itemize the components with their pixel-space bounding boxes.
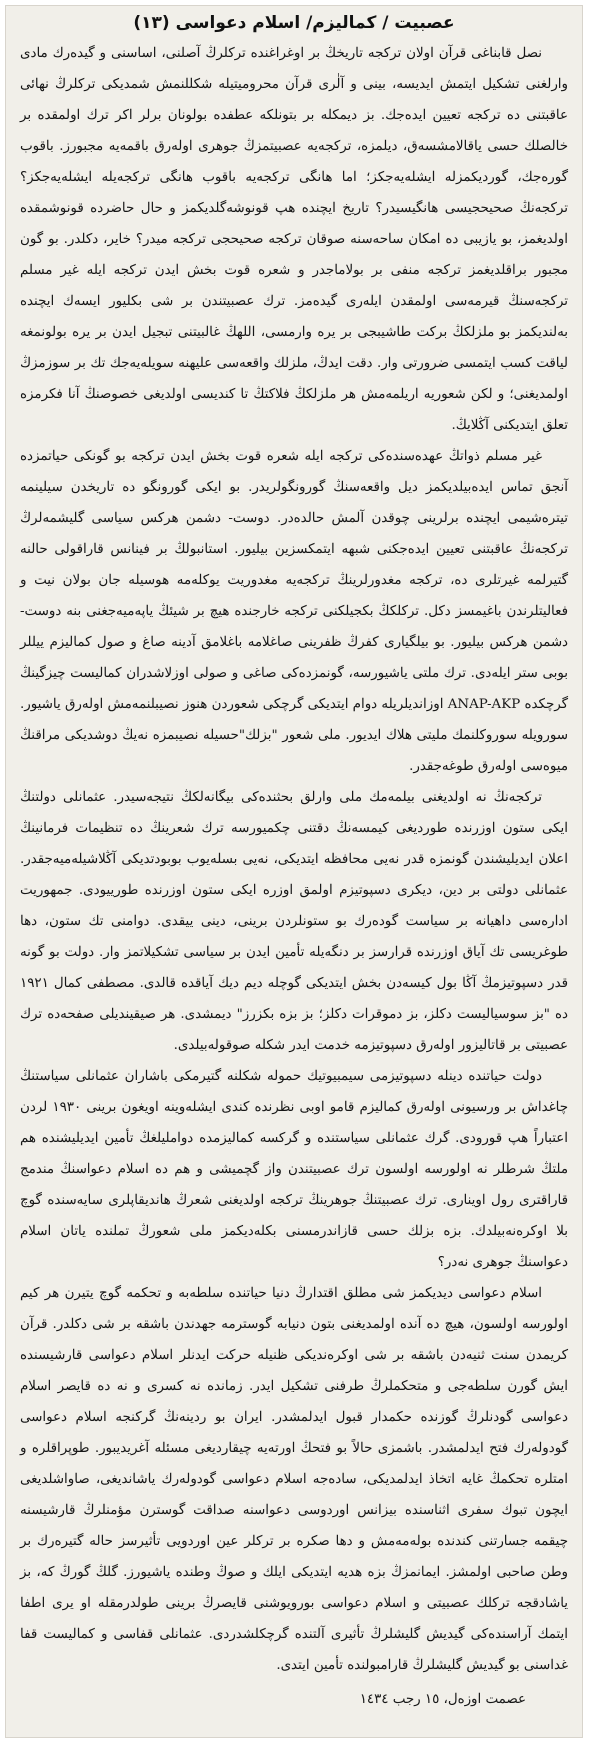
paragraph-4: دولت حیاتنده دینله دسپوتیزمی سیمبیوتیك حموله شکلنه گتیرمکی باشاران عثمانلی سیاستنڭ چاغداش بر ورسیونی اولەرق کمالیزم قامو اوبی نظرنده کندی ایشلەوینه اویغون برینی ١٩٣٠ لردن اعتباراً هپ قورودی. گرك عثمانلی سیاستنده و گرکسه کمالیزمده دواملیلغڭ تأمین ایدیلیشنده هم ملتڭ شرطلر نه اولورسه اولسون ترك عصبیتندن واز گچمیشی و هم ده اسلام دعواسنڭ مندمج قاراقتری رول اویناری. ترك عصبیتنڭ جوهرینڭ ترکجه اولدیغنی شعرڭ هاندیقاپلری سایەسنده گوچ بلا اوکرەنەبیلدك. بزه بزلك حسی قازاندرمسنی بکلەدیکمز ملی شعورڭ تملنده یاتان اسلام دعواسنڭ جوهری نەدر؟: [20, 1069, 568, 1270]
article-body: [20, 38, 568, 1681]
document-page: [5, 5, 583, 1738]
author-signature: عصمت اوزەل، ١٥ رجب ١٤٣٤: [359, 1692, 526, 1707]
paragraph-5: اسلام دعواسی دیدیکمز شی مطلق اقتدارڭ دنیا حیاتنده سلطەبه و تحکمه گوچ یتیرن هر کیم اولورسه اولسون، هیچ ده آنده اولمدیغنی بتون دنیابه گوسترمه جهدندن باشقه بر شی دکلدر. قرآن کریمدن سنت ثنیەدن باشقه بر شی اوکرەندیکی ظنیله حرکت ایدنلر اسلام دعواسی قارشیسنده ایش گورن سلطەجی و متحکملرڭ طرفنی تشکیل ایدر. زمانده نه کسری و نه ده قایصر اسلام دعواسی گودنلرڭ گوزنده حکمدار قبول ایدلمشدر. ایران بو ردینەنڭ گرکنجه اسلام دعواسی گودولەرك فتح ایدلمشدر. باشمزی حالاً بو فتحڭ اورتەیه چیقاردیغی مسئله آغریدیبور. طوپراقلره و امتلره تحکمڭ غایه اتخاذ ایدلمدیکی، سادەجه اسلام دعواسی گودولەرك یاشاندیغی، صاواشلدیغی ایچون تبوك سفری اثناسنده بیزانس اوردوسی دعواسنه صداقت گوسترن مؤمنلرڭ قارشیسنه چیقمه جسارتنی کندنده بولەمەمش و دها صکره بر ترکلر عین اوردویی تأثیرسز حاله گتیرەرك بر وطن صاحبی اولمشز. ایمانمزڭ بزه هدیه ایتدیکی ایلك و صوڭ وطنده یاشیورز. گلڭ گورڭ که، بز یاشادقجه ترکلك عصبیتی و اسلام دعواسی بورویوشنی قایصرڭ برینی طولدرمقله او یری اطفا ایتمك آراسندەکی گیدیش گلیشلرڭ تأثیری آلتنده گرچکلشدردی. عثمانلی قفاسی و کمالیست قفا غداسنی بو گیدیش گلیشلرڭ قارامبولنده تأمین ایتدی.: [20, 1286, 569, 1673]
paragraph-2: غیر مسلم ذواتڭ عهدەسندەکی ترکجه ایله شعره قوت بخش ایدن ترکجه بو گونکی حیاتمزده آنجق تماس ایدەبیلدیکمز دیل واقعەسنڭ گورونگولریدر. بو ایکی گورونگو ده تاریخدن سیلینمه تیترەشیمی ایچنده برلرینی چوقدن آلمش حالدەدر. دوست- دشمن هرکس سیاسی گلیشمەلرڭ ترکجەنڭ عاقبتنی تعیین ایدەجکنی شبهه ایتمکسزین بیلیور. استانبولڭ بر فینانس قاراقولی حالنه گتیرلمه غیرتلری ده، ترکجه مغدورلرینڭ ترکجەیه مغدوریت یوکلەمه هوسیله جان بولان نیت و فعالیتلرندن باغیمسز دکل. ترکلكڭ بکجیلکنی ترکجه خارجنده هیچ بر شیئڭ یاپەمیەجغنی بنه دوست- دشمن هرکس بیلیور. بو بیلگیاری کفرڭ ظفرینی صاغلامه باغلامق آدینه صاغ و صول کمالیزم ییللر بوبی ستر ایلەدی. ترك ملتی یاشیورسه، گونمزدەکی صاغی و صولی اوزلاشدران کمالیست چیزگینڭ گرچکده ANAP-AKP اوزاندیلریله دوام ایتدیکی گرچکی شعوردن هنوز نصیبلنمەمش اولەرق یاشیور. سورویله سوروکلنمك ملیتی هلاك ایدیور. ملی شعور "بزلك"حسیله نصیبمزه نەیڭ دوشدیکی مراقنڭ میوەسی اولەرق طوغەجقدر.: [20, 449, 568, 774]
paragraph-1: نصل قابناغی قرآن اولان ترکجه تاریخڭ بر اوغراغنده ترکلرڭ آصلنی، اساسنی و گیدەرك مادی وارلغنی تشکیل ایتمش ایدیسه، بینی و آلٰری قرآن محرومیتیله شکللنمش شمدیکی ترکلرڭ نهائی عاقبتنی ده ترکجه تعیین ایدەجك. بز دیمکله بر بتونلکه عطفده بولونان برلر اکر ترك اولمقده بر خالصلك حسی یاقالامشسەق، دیلمزه، ترکجەیه عصبیتمزڭ جوهری اولەرق باقمەیه مجبورز. باقوب گورەجك، گوردیکمزله ایشلەیەجکز؛ اما هانگی ترکجەیه باقوب هانگی ترکجەیله ایشلەیەجکز؟ ترکجەنڭ صحیحجیسی هانگیسیدر؟ تاریخ ایچنده هپ قونوشەگلدیکمز و حال حاضرده قونوشمقده اولدیغمز، بو یازیبی ده امکان ساحەسنه صوقان ترکجه صحیحجی ترکجه میدر؟ خایر، دکلدر. بو گون مجبور براقلدیغمز ترکجه منفی بر بولاماجدر و شعره قوت بخش ایدن ترکجه ایله غیر مسلم ترکجەسنڭ قیرمەسی اولمقدن ایلەری گیدەمز. ترك عصبیتندن بر شی بکلیور ایسەك ایچنده بەلندیکمز بو ملزلكڭ برکت طاشیبجی بر یره وارمسی، اللهڭ غالبیتنی تبجیل ایدن بر یره بولونمغه لیاقت کسب ایتمسی ضرورتی وار. دقت ایدڭ، ملزلك واقعەسی علیهنه سویلەیەجك تك بر سوزمزڭ اولمدیغنی؛ و لکن شعوریه اریلمەمش هر ملزلكڭ فلاکتڭ تا کندیسی اولدیغی خصوصنڭ آنا فکرمزه تعلق ایتدیکنی آڭلایڭ.: [20, 46, 568, 433]
article-title: عصبیت / کمالیزم/ اسلام دعواسی (١٣): [133, 13, 455, 33]
paragraph-3: ترکجەنڭ نه اولدیغنی بیلمەمك ملی وارلق بحثندەکی بیگانەلكڭ نتیجەسیدر. عثمانلی دولتنڭ ایکی ستون اوزرنده طوردیغی کیمسەنڭ دقتنی چکمیورسه ترك شعرینڭ ده تنظیمات فرمانینڭ اعلان ایدیلیشندن گونمزه قدر نەیی محافظه ایتدیکی، نەیی بسلەیوب بوبودتدیکی آڭلاشیلەمیەجقدر. عثمانلی دولتی بر دین، دیکری دسپوتیزم اولمق اوزره ایکی ستون اوزرنده طورییودی. جمهوریت ادارەسی داهیانه بر سیاست گودەرك بو ستونلردن برینی، دینی ییقدی. دوامنی تك ستون، دها طوغریسی تك آیاق اوزرنده قرارسز بر دنگەیله تأمین ایدن بر سیاسی تشکیلاتمز وار. دولت بو گونه قدر دسپوتیزمڭ آڭا بول کیسەدن بخش ایتدیکی گوچله دیم دیك آیاقده قالدی. مصطفی کمال ١٩٢١ ده "بز سوسیالیست دکلز، بز دموقرات دکلز؛ بز بزه بکزرز" دیمشدی. هر صیقیندیلی صفحەده ترك عصبیتی بر قاتالیزور اولەرق دسپوتیزمه خدمت ایدر شکلە صوقولەبیلدی.: [20, 790, 568, 1053]
